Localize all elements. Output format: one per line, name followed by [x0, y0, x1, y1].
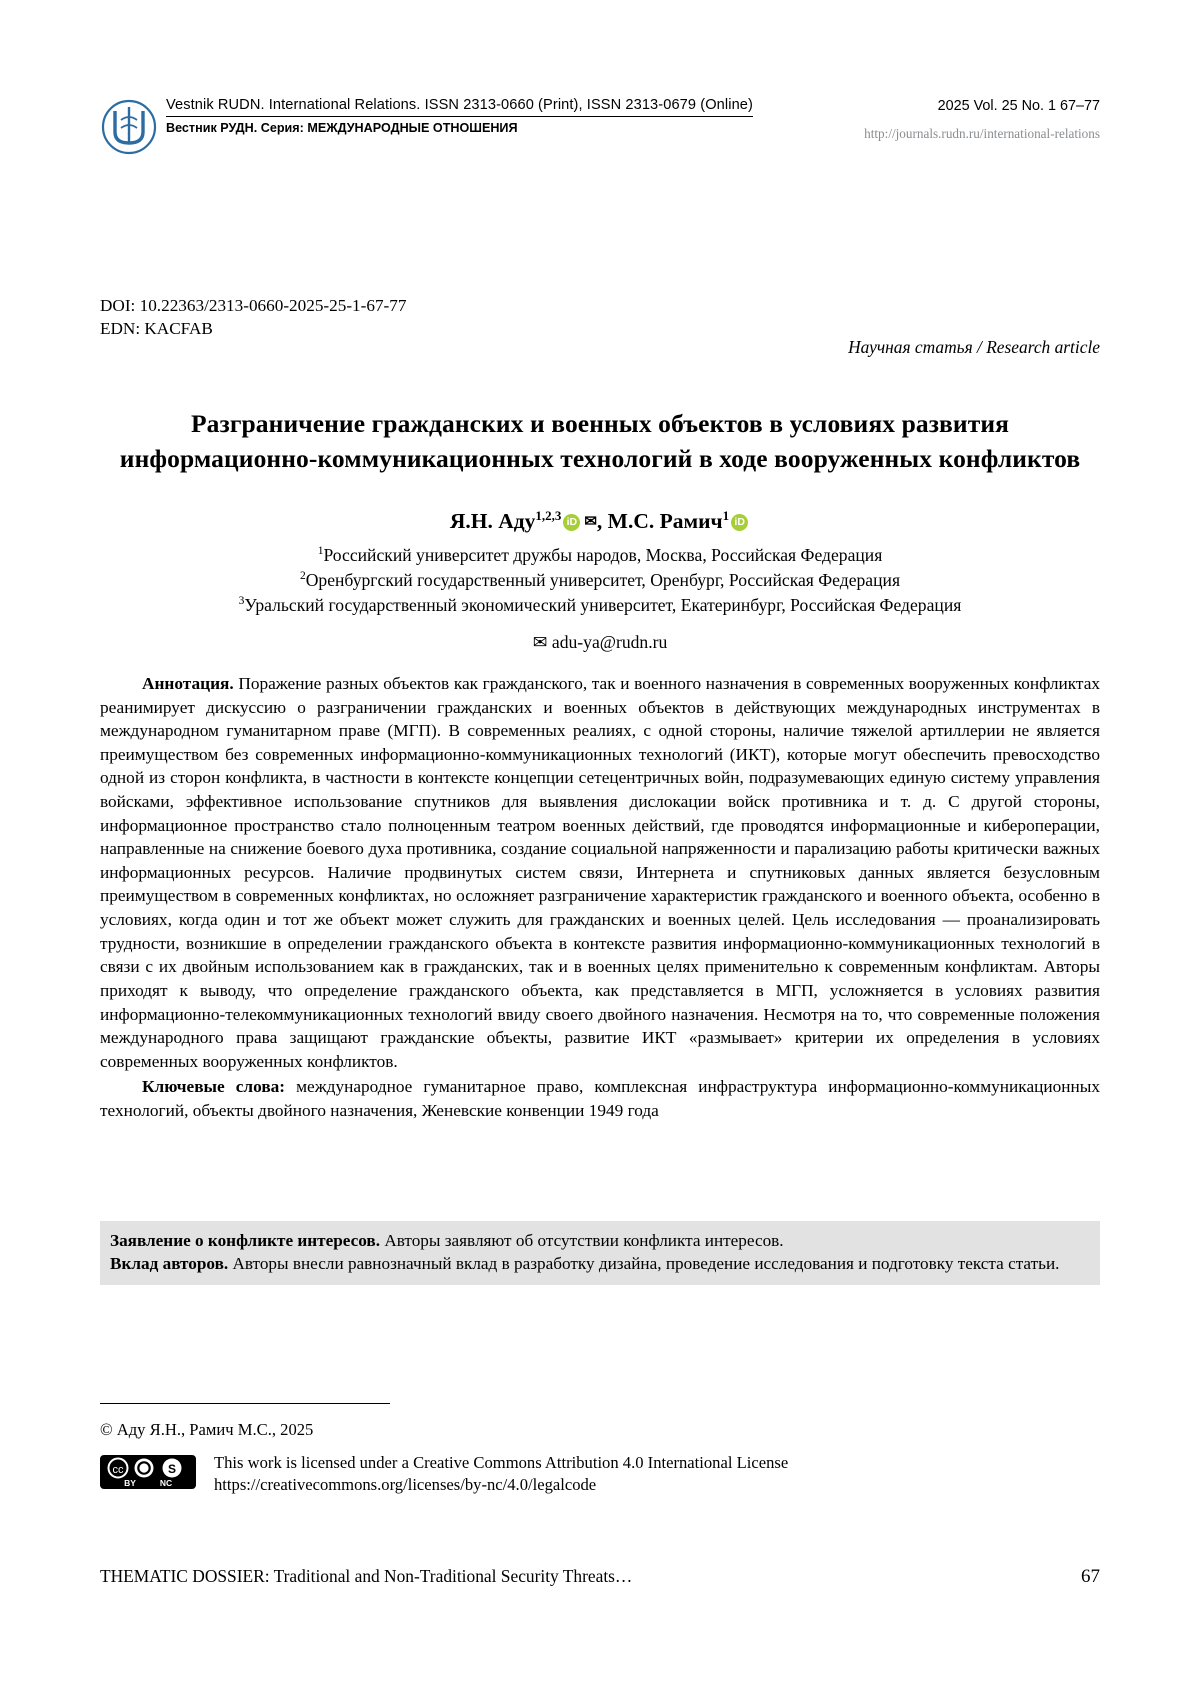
- affiliation-list: [100, 543, 1100, 618]
- issue-volume: 2025 Vol. 25 No. 1 67–77: [937, 98, 1100, 114]
- running-footer-text: THEMATIC DOSSIER: Traditional and Non-Traditional Security Threats…: [100, 1566, 633, 1586]
- corresponding-email: [100, 632, 1100, 653]
- affiliation-marker: 3: [238, 595, 245, 608]
- masthead-issue-info: [810, 96, 1100, 142]
- orcid-icon[interactable]: iD: [563, 514, 580, 531]
- keywords-text: международное гуманитарное право, комплексная инфраструктура информационно-коммуникационных технологий, объекты двойного назначения, Женевские конвенции 1949 года: [100, 1077, 1100, 1120]
- author-2-affil-marks: 1: [722, 508, 730, 523]
- page-title: Разграничение гражданских и военных объектов в условиях развития информационно-коммуникационных технологий в ходе вооруженных конфликтов: [119, 409, 1081, 473]
- license-text: [196, 1452, 788, 1496]
- abstract-section: [100, 672, 1100, 1123]
- svg-text:BY: BY: [124, 1478, 136, 1488]
- journal-title-ru: Вестник РУДН. Серия: МЕЖДУНАРОДНЫЕ ОТНОШЕНИЯ: [166, 121, 518, 135]
- envelope-icon: ✉: [532, 632, 548, 652]
- masthead-titles: [158, 96, 810, 135]
- running-footer: [100, 1566, 1100, 1588]
- journal-title-en: Vestnik RUDN. International Relations. ISSN 2313-0660 (Print), ISSN 2313-0679 (Online): [166, 97, 753, 117]
- abstract-paragraph: [100, 672, 1100, 1073]
- footnote-divider: [100, 1403, 390, 1404]
- rudn-logo-icon: [100, 98, 158, 156]
- copyright-text: © Аду Я.Н., Рамич М.С., 2025: [100, 1420, 314, 1439]
- author-1-affil-marks: 1,2,3: [535, 508, 562, 523]
- email-address[interactable]: adu-ya@rudn.ru: [551, 632, 668, 652]
- license-line-1: This work is licensed under a Creative Commons Attribution 4.0 International License: [214, 1453, 789, 1472]
- affiliation-text: Оренбургский государственный университет, Оренбург, Российская Федерация: [305, 570, 901, 591]
- affiliation-text: Российский университет дружбы народов, Москва, Российская Федерация: [323, 545, 883, 565]
- journal-url[interactable]: http://journals.rudn.ru/international-relations: [864, 126, 1100, 141]
- abstract-label: Аннотация.: [142, 674, 234, 693]
- article-type-label: Научная статья / Research article: [848, 337, 1100, 357]
- svg-text:cc: cc: [112, 1464, 124, 1476]
- identifier-block: [100, 295, 406, 340]
- contribution-statement: [110, 1252, 1090, 1275]
- affiliation-marker: 1: [317, 545, 324, 558]
- contribution-text: Авторы внесли равнозначный вклад в разработку дизайна, проведение исследования и подготовку текста статьи.: [228, 1254, 1060, 1274]
- abstract-text: Поражение разных объектов как гражданского, так и военного назначения в современных вооруженных конфликтах реанимирует дискуссию о разграничении гражданских и военных объектов в действующих международных инструментах в международном гуманитарном праве (МГП). В современных реалиях, с одной стороны, наличие тяжелой артиллерии не является преимуществом без современных информационно-коммуникационных технологий (ИКТ), которые могут обеспечить превосходство одной из сторон конфликта, в частности в контексте концепции сетецентричных войн, подразумевающих единую систему управления войсками, эффективное использование спутников для выявления дислокации войск противника и т. д. С другой стороны, информационное пространство стало полноценным театром военных действий, где проводятся информационные и кибероперации, направленные на снижение боевого духа противника, создание социальной напряженности и парализацию работы критически важных информационных ресурсов. Наличие продвинутых систем связи, Интернета и спутниковых данных является безусловным преимуществом в современных конфликтах, но осложняет разграничение характеристик гражданского и военного объекта, особенно в условиях, когда один и тот же объект может служить для гражданских и военных целей. Цель исследования — проанализировать трудности, возникшие в определении гражданского объекта в контексте развития информационно-коммуникационных технологий в связи с их двойным использованием как в гражданских, так и в военных целях применительно к современным конфликтам. Авторы приходят к выводу, что определение гражданского объекта, как представляется в МГП, усложняется в условиях развития информационно-телекоммуникационных технологий ввиду своего двойного назначения. Несмотря на то, что современные положения международного права защищают гражданские объекты, развитие ИКТ «размывает» критерии их определения в условиях современных вооруженных конфликтов.: [100, 674, 1100, 1071]
- conflict-statement: [110, 1229, 1090, 1252]
- affiliation-item: [100, 568, 1100, 593]
- affiliation-item: [100, 593, 1100, 618]
- creative-commons-icon[interactable]: [100, 1455, 196, 1489]
- edn-text: EDN: KACFAB: [100, 318, 213, 338]
- license-line-2[interactable]: https://creativecommons.org/licenses/by-nc/4.0/legalcode: [214, 1475, 597, 1495]
- author-separator: ,: [596, 509, 608, 534]
- doi-text[interactable]: DOI: 10.22363/2313-0660-2025-25-1-67-77: [100, 296, 407, 315]
- page-number: 67: [1081, 1566, 1100, 1587]
- author-2-name: М.С. Рамич: [607, 509, 723, 534]
- statements-box: [100, 1221, 1100, 1285]
- orcid-icon[interactable]: iD: [731, 514, 748, 531]
- author-list: [100, 508, 1100, 534]
- keywords-paragraph: [100, 1075, 1100, 1122]
- affiliation-item: [100, 543, 1100, 568]
- conflict-label: Заявление о конфликте интересов.: [110, 1231, 381, 1250]
- license-block: [100, 1452, 1100, 1496]
- affiliation-marker: 2: [299, 570, 306, 583]
- email-icon[interactable]: ✉: [584, 514, 597, 531]
- contribution-label: Вклад авторов.: [110, 1254, 229, 1274]
- author-1-name: Я.Н. Аду: [449, 509, 536, 534]
- svg-text:NC: NC: [159, 1478, 173, 1488]
- conflict-text: Авторы заявляют об отсутствии конфликта интересов.: [380, 1231, 784, 1250]
- masthead: [100, 96, 1100, 156]
- affiliation-text: Уральский государственный экономический университет, Екатеринбург, Российская Федерация: [244, 595, 962, 616]
- keywords-label: Ключевые слова:: [142, 1077, 286, 1097]
- svg-text:S: S: [167, 1462, 177, 1476]
